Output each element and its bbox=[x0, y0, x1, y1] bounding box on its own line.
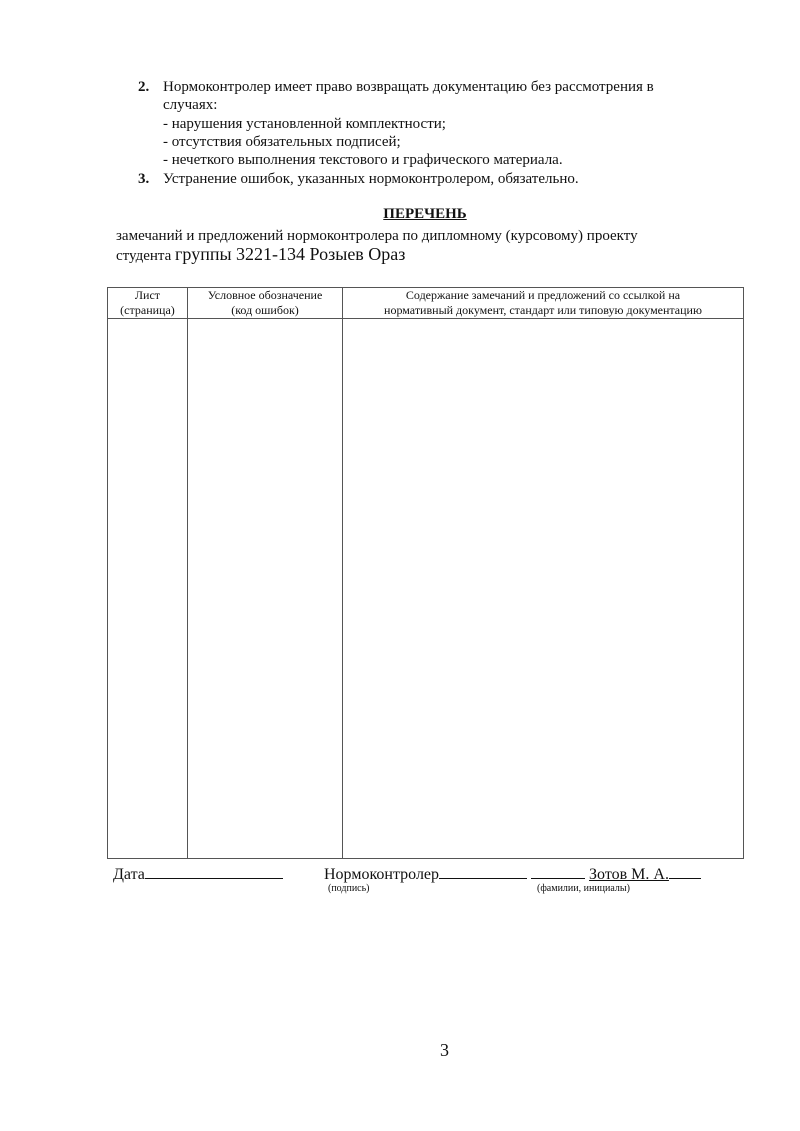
page-title: ПЕРЕЧЕНЬ bbox=[383, 206, 467, 222]
date-label: Дата bbox=[113, 866, 145, 883]
signature-hint: (подпись) bbox=[328, 883, 370, 894]
item-text-line: Устранение ошибок, указанных нормоконтролером, обязательно. bbox=[163, 171, 579, 187]
signature-blank-2[interactable] bbox=[531, 862, 585, 879]
header-content: Содержание замечаний и предложений со ссылкой на нормативный документ, стандарт или типовую документацию bbox=[343, 288, 744, 319]
item-number: 3. bbox=[138, 171, 150, 187]
item-text-line: случаях: bbox=[163, 97, 218, 113]
table-cell[interactable] bbox=[188, 319, 343, 859]
date-field bbox=[113, 862, 283, 885]
signature-blank[interactable] bbox=[439, 862, 527, 879]
remarks-table bbox=[107, 287, 744, 859]
item-text-line: - нарушения установленной комплектности; bbox=[163, 116, 446, 132]
item-text-line: - отсутствия обязательных подписей; bbox=[163, 134, 401, 150]
table-cell[interactable] bbox=[343, 319, 744, 859]
subtitle: замечаний и предложений нормоконтролера по дипломному (курсовому) проекту bbox=[116, 228, 638, 244]
name-hint: (фамилии, инициалы) bbox=[537, 883, 630, 894]
student-info: группы 3221-134 Розыев Ораз bbox=[175, 244, 406, 264]
name-blank[interactable] bbox=[669, 862, 701, 879]
student-label: студента bbox=[116, 248, 172, 264]
item-text-line: - нечеткого выполнения текстового и графического материала. bbox=[163, 152, 563, 168]
item-number: 2. bbox=[138, 79, 150, 95]
controller-name: Зотов М. А. bbox=[589, 866, 669, 883]
item-text-line: Нормоконтролер имеет право возвращать документацию без рассмотрения в bbox=[163, 79, 654, 95]
controller-label: Нормоконтролер bbox=[324, 866, 440, 883]
page-number: 3 bbox=[440, 1040, 449, 1060]
table-header-row bbox=[108, 288, 744, 319]
table-cell[interactable] bbox=[108, 319, 188, 859]
header-sheet: Лист (страница) bbox=[108, 288, 188, 319]
controller-field bbox=[324, 862, 701, 885]
table-row bbox=[108, 319, 744, 859]
header-code: Условное обозначение (код ошибок) bbox=[188, 288, 343, 319]
date-blank[interactable] bbox=[145, 862, 283, 879]
student-line bbox=[116, 245, 405, 265]
